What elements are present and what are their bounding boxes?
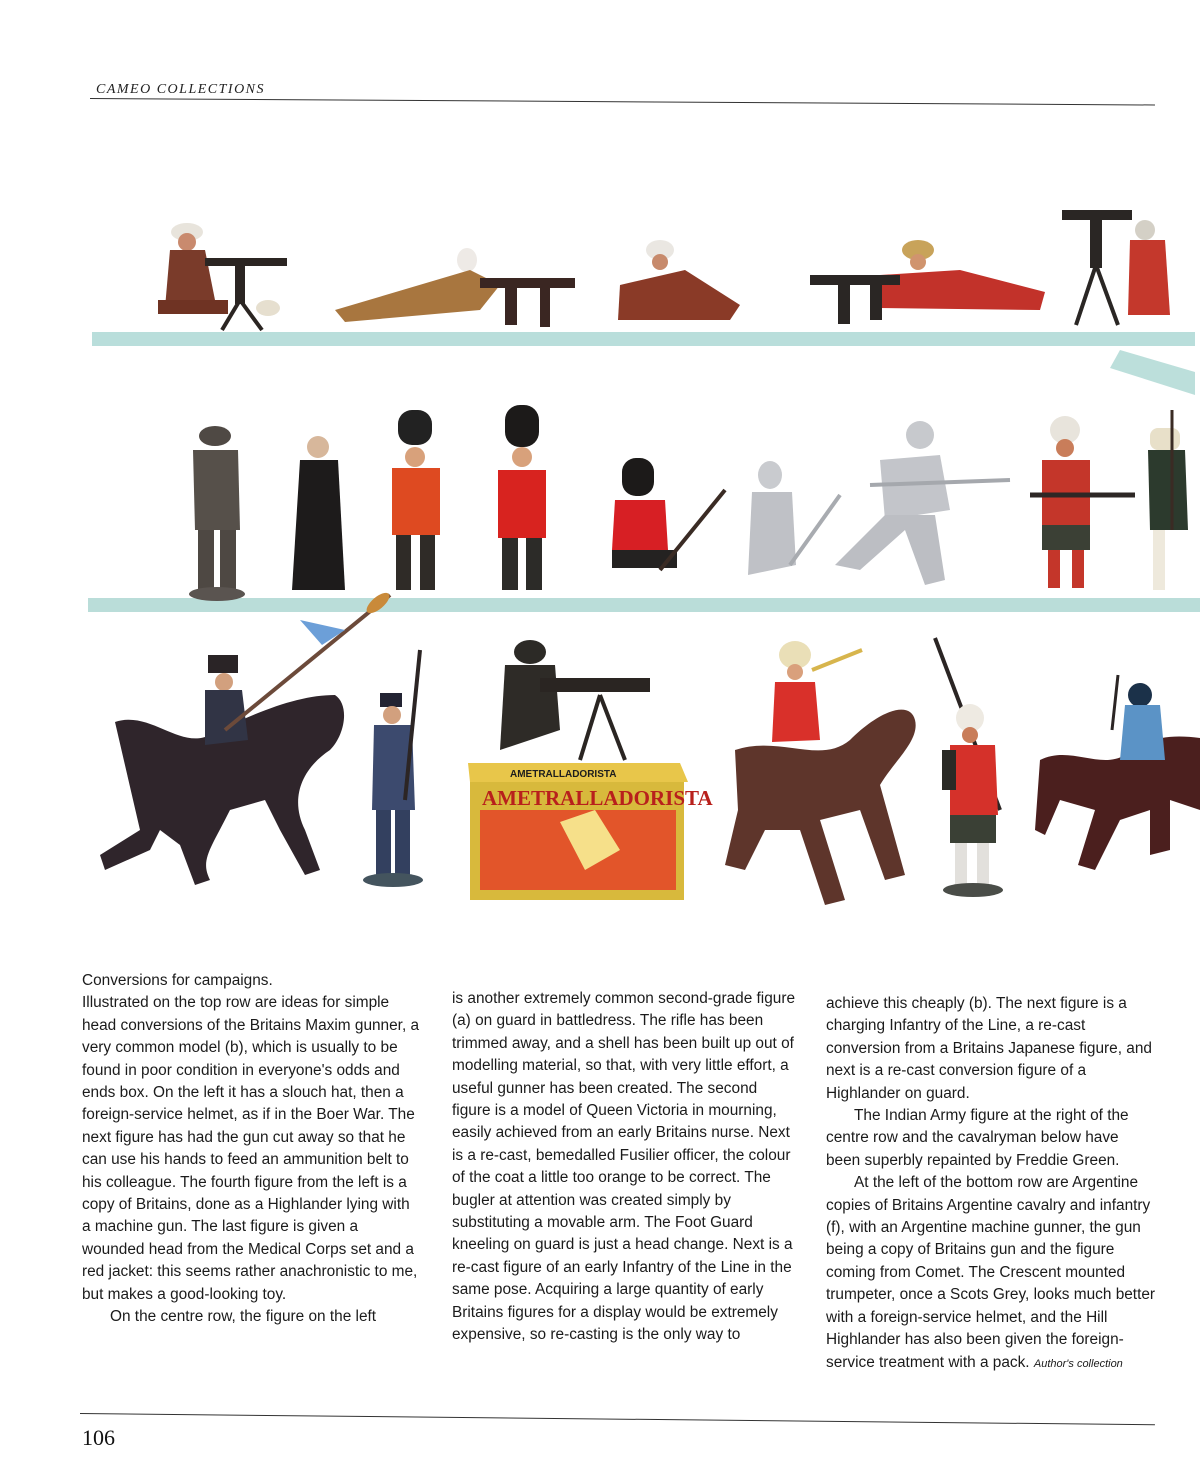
caption-column-1 (82, 970, 420, 1329)
photo-credit: Author's collection (1033, 1357, 1123, 1370)
caption-paragraph: On the centre row, the figure on the left (110, 1308, 377, 1326)
page-number: 106 (82, 1425, 115, 1450)
caption-paragraph (826, 1172, 1156, 1375)
top-glass-shelf (92, 332, 1195, 395)
middle-row-figures (189, 405, 1188, 601)
caption-title: Conversions for campaigns. (82, 972, 273, 989)
box-front-label: AMETRALLADORISTA (482, 786, 713, 810)
ametralladorista-box (468, 763, 713, 900)
middle-glass-shelf (88, 598, 1200, 612)
header-rule (90, 98, 1155, 106)
caption-paragraph-text: At the left of the bottom row are Argentine copies of Britains Argentine cavalry and infantry (f), with an Argentine machine gunner, the gun being a copy of Britains gun and the figure coming from Comet. The Crescent mounted trumpeter, once a Scots Grey, looks much better with a foreign-service helmet, and the Hill Highlander has also been given the foreign-service treatment with a pack. (826, 1174, 1156, 1371)
caption-column-3 (826, 993, 1156, 1375)
box-top-label: AMETRALLADORISTA (510, 769, 617, 780)
caption-paragraph: achieve this cheaply (b). The next figure is a charging Infantry of the Line, a re-cast conversion from a Britains Japanese figure, and next is a re-cast conversion figure of a Highlander on guard. (826, 995, 1152, 1102)
running-head: CAMEO COLLECTIONS (96, 82, 266, 97)
caption-paragraph: The Indian Army figure at the right of the centre row and the cavalryman below have been superbly repainted by Freddie Green. (826, 1107, 1129, 1169)
bottom-row-figures (100, 589, 1200, 905)
caption-paragraph: is another extremely common second-grade figure (a) on guard in battledress. The rifle has been trimmed away, and a shell has been built up out of modelling material, so that, with very little effort, a useful gunner has been created. The second figure is a model of Queen Victoria in mourning, easily achieved from an early Britains nurse. Next is a re-cast, bemedalled Fusilier officer, the colour of the coat a little too orange to be correct. The bugler at attention was created simply by substituting a movable arm. The Foot Guard kneeling on guard is just a head change. Next is a re-cast figure of an early Infantry of the Line in the same pose. Acquiring a large quantity of early Britains figures for a display would be extremely expensive, so re-casting is the only way to (452, 990, 796, 1344)
toy-soldiers-photo (0, 110, 1200, 970)
caption-paragraph: Illustrated on the top row are ideas for simple head conversions of the Britains Maxim gunner, a very common model (b), which is usually to be found in poor condition in everyone's odds and ends box. On the left it has a slouch hat, then a foreign-service helmet, as if in the Boer War. The next figure has had the gun cut away so that he can use his hands to feed an ammunition belt to his colleague. The fourth figure from the left is a copy of Britains, done as a Highlander lying with a machine gun. The last figure is given a wounded head from the Medical Corps set and a red jacket: this seems rather anachronistic to me, but makes a good-looking toy. (82, 994, 420, 1303)
footer-rule (80, 1413, 1155, 1425)
top-row-figures (158, 210, 1170, 330)
caption-column-2 (452, 988, 798, 1347)
